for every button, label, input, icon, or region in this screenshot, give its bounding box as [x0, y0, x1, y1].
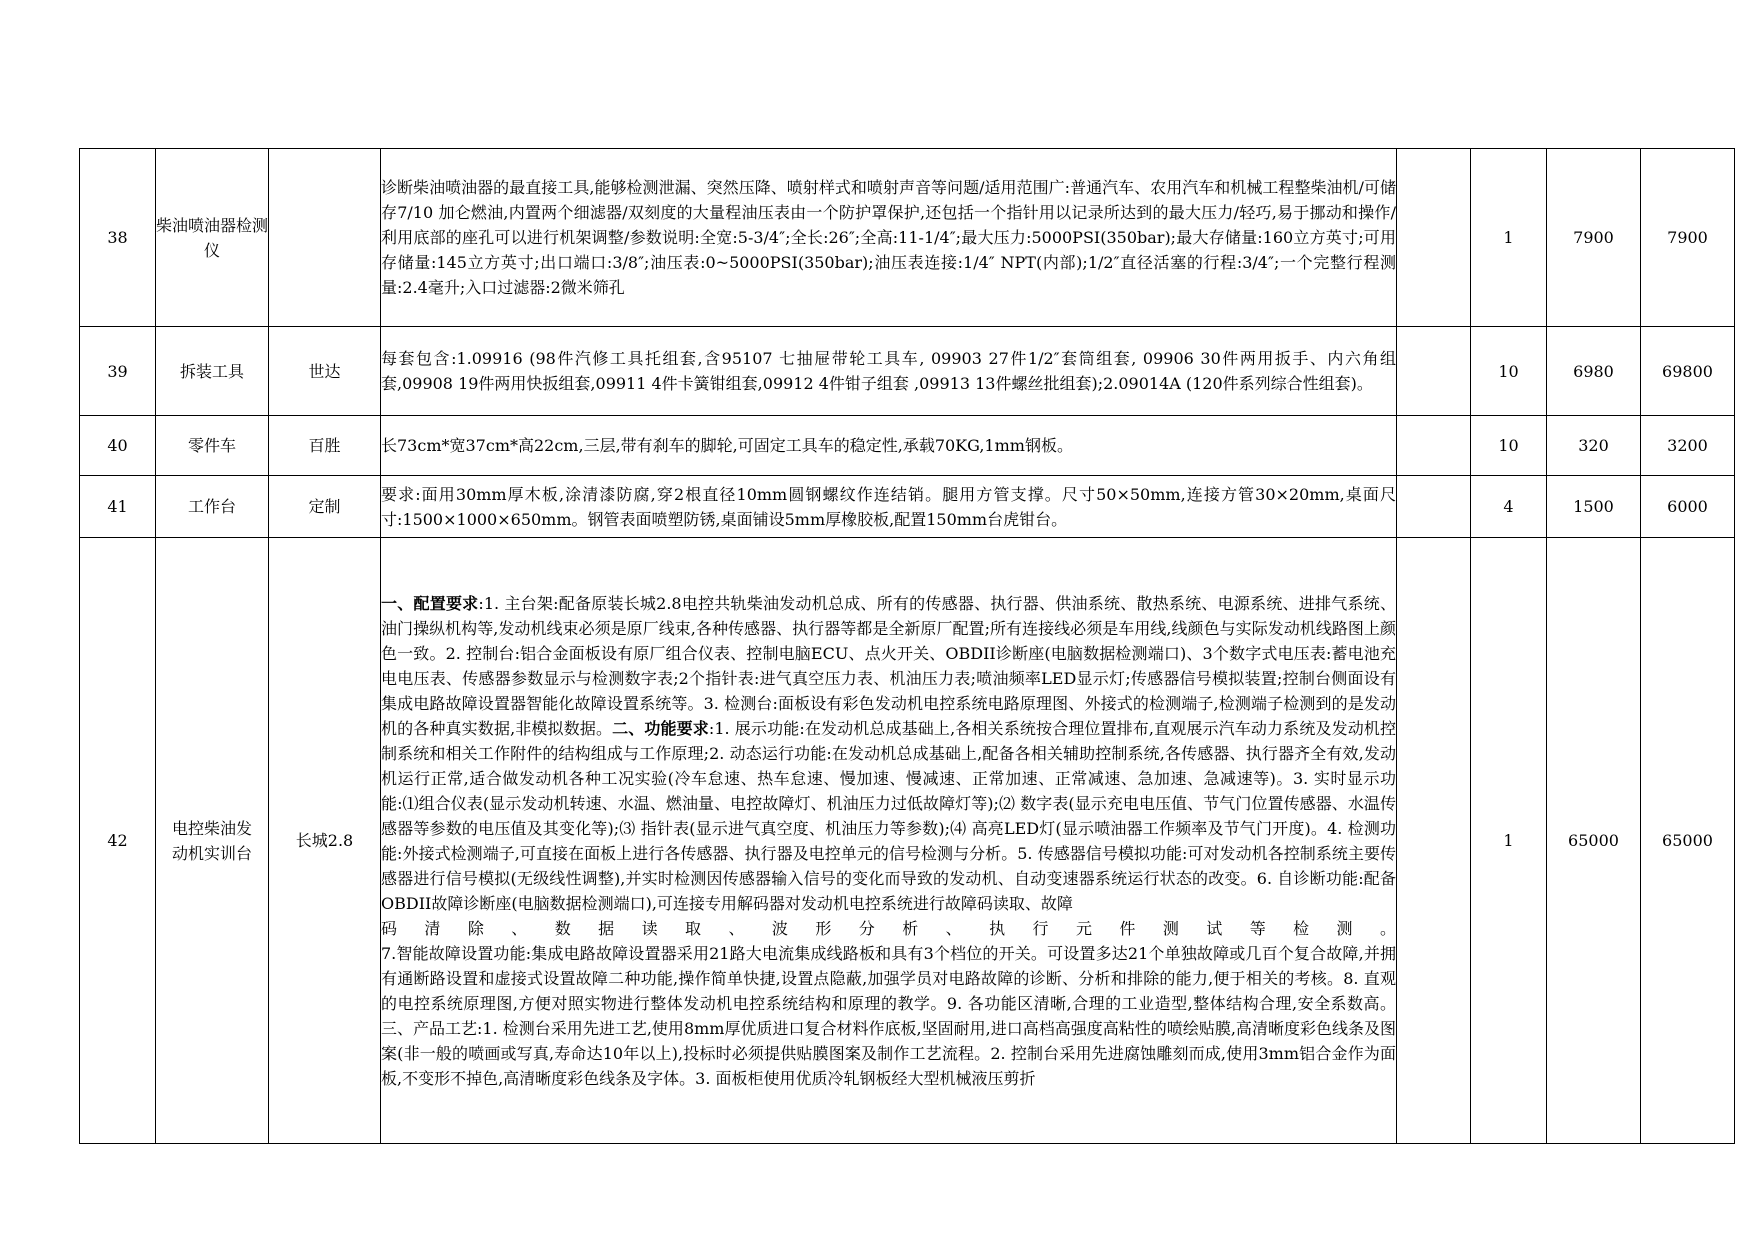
item-quantity: 10 [1471, 416, 1547, 476]
table-row [80, 327, 1735, 416]
item-description [381, 538, 1397, 1144]
section-heading-function: 二、功能要求 [612, 718, 709, 738]
table-row [80, 416, 1735, 476]
item-quantity: 4 [1471, 476, 1547, 538]
item-description: 长73cm*宽37cm*高22cm,三层,带有刹车的脚轮,可固定工具车的稳定性,承载70KG,1mm钢板。 [381, 416, 1397, 476]
item-quantity: 10 [1471, 327, 1547, 416]
item-number: 42 [80, 538, 156, 1144]
equipment-table [79, 148, 1735, 1144]
item-brand: 百胜 [269, 416, 381, 476]
item-blank [1397, 476, 1471, 538]
item-total: 3200 [1641, 416, 1735, 476]
item-name: 电控柴油发动机实训台 [156, 538, 269, 1144]
item-description: 诊断柴油喷油器的最直接工具,能够检测泄漏、突然压降、喷射样式和喷射声音等问题/适用范围广:普通汽车、农用汽车和机械工程整柴油机/可储存7/10 加仑燃油,内置两个细滤器/双刻度的大量程油压表由一个防护罩保护,还包括一个指针用以记录所达到的最大压力/轻巧,易于挪动和操作/利用底部的座孔可以进行机架调整/参数说明:全宽:5-3/4″;全长:26″;全高:11-1/4″;最大压力:5000PSI(350bar);最大存储量:160立方英寸;可用存储量:145立方英寸;出口端口:3/8″;油压表:0~5000PSI(350bar);油压表连接:1/4″ NPT(内部);1/2″直径活塞的行程:3/4″;一个完整行程测量:2.4毫升;入口过滤器:2微米筛孔 [381, 149, 1397, 327]
item-total: 65000 [1641, 538, 1735, 1144]
item-brand: 定制 [269, 476, 381, 538]
item-quantity: 1 [1471, 149, 1547, 327]
item-number: 39 [80, 327, 156, 416]
item-name: 零件车 [156, 416, 269, 476]
item-unit-price: 6980 [1547, 327, 1641, 416]
desc-spread-line: 码 清 除 、 数 据 读 取 、 波 形 分 析 、 执 行 元 件 测 试 等 检 测 。 [381, 918, 1396, 938]
item-blank [1397, 416, 1471, 476]
item-unit-price: 65000 [1547, 538, 1641, 1144]
desc-paragraph-process: 7.智能故障设置功能:集成电路故障设置器采用21路大电流集成线路板和具有3个档位的开关。可设置多达21个单独故障或几百个复合故障,并拥有通断路设置和虚接式设置故障二种功能,操作简单快捷,设置点隐蔽,加强学员对电路故障的诊断、分析和排除的能力,便于相关的考核。8. 直观的电控系统原理图,方便对照实物进行整体发动机电控系统结构和原理的教学。9. 各功能区清晰,合理的工业造型,整体结构合理,安全系数高。三、产品工艺:1. 检测台采用先进工艺,使用8mm厚优质进口复合材料作底板,坚固耐用,进口高档高强度高粘性的喷绘贴膜,高清晰度彩色线条及图案(非一般的喷画或写真,寿命达10年以上),投标时必须提供贴膜图案及制作工艺流程。2. 控制台采用先进腐蚀雕刻而成,使用3mm铝合金作为面板,不变形不掉色,高清晰度彩色线条及字体。3. 面板柜使用优质冷轧钢板经大型机械液压剪折 [381, 943, 1396, 1088]
item-name: 工作台 [156, 476, 269, 538]
item-name: 柴油喷油器检测仪 [156, 149, 269, 327]
item-description: 每套包含:1.09916 (98件汽修工具托组套,含95107 七抽屉带轮工具车, 09903 27件1/2″套筒组套, 09906 30件两用扳手、内六角组套,09908 19件两用快扳组套,09911 4件卡簧钳组套,09912 4件钳子组套 ,09913 13件螺丝批组套);2.09014A (120件系列综合性组套)。 [381, 327, 1397, 416]
item-unit-price: 1500 [1547, 476, 1641, 538]
desc-paragraph-function: :1. 展示功能:在发动机总成基础上,各相关系统按合理位置排布,直观展示汽车动力系统及发动机控制系统和相关工作附件的结构组成与工作原理;2. 动态运行功能:在发动机总成基础上,配备各相关辅助控制系统,各传感器、执行器齐全有效,发动机运行正常,适合做发动机各种工况实验(冷车怠速、热车怠速、慢加速、慢减速、正常加速、正常减速、急加速、急减速等)。3. 实时显示功能:⑴组合仪表(显示发动机转速、水温、燃油量、电控故障灯、机油压力过低故障灯等);⑵ 数字表(显示充电电压值、节气门位置传感器、水温传感器等参数的电压值及其变化等);⑶ 指针表(显示进气真空度、机油压力等参数);⑷ 高亮LED灯(显示喷油器工作频率及节气门开度)。4. 检测功能:外接式检测端子,可直接在面板上进行各传感器、执行器及电控单元的信号检测与分析。5. 传感器信号模拟功能:可对发动机各控制系统主要传感器进行信号模拟(无级线性调整),并实时检测因传感器输入信号的变化而导致的发动机、自动变速器系统运行状态的改变。6. 自诊断功能:配备OBDII故障诊断座(电脑数据检测端口),可连接专用解码器对发动机电控系统进行故障码读取、故障 [381, 718, 1396, 913]
item-unit-price: 7900 [1547, 149, 1641, 327]
item-unit-price: 320 [1547, 416, 1641, 476]
item-blank [1397, 327, 1471, 416]
item-number: 40 [80, 416, 156, 476]
item-blank [1397, 538, 1471, 1144]
item-brand: 长城2.8 [269, 538, 381, 1144]
section-heading-config: 一、配置要求 [381, 593, 479, 613]
table-row [80, 538, 1735, 1144]
item-brand: 世达 [269, 327, 381, 416]
item-total: 7900 [1641, 149, 1735, 327]
item-number: 41 [80, 476, 156, 538]
item-number: 38 [80, 149, 156, 327]
table-row [80, 476, 1735, 538]
item-description: 要求:面用30mm厚木板,涂清漆防腐,穿2根直径10mm圆钢螺纹作连结销。腿用方管支撑。尺寸50×50mm,连接方管30×20mm,桌面尺寸:1500×1000×650mm。钢管表面喷塑防锈,桌面铺设5mm厚橡胶板,配置150mm台虎钳台。 [381, 476, 1397, 538]
item-total: 69800 [1641, 327, 1735, 416]
item-quantity: 1 [1471, 538, 1547, 1144]
item-total: 6000 [1641, 476, 1735, 538]
item-brand [269, 149, 381, 327]
item-name: 拆装工具 [156, 327, 269, 416]
desc-paragraph-config: :1. 主台架:配备原装长城2.8电控共轨柴油发动机总成、所有的传感器、执行器、供油系统、散热系统、电源系统、进排气系统、油门操纵机构等,发动机线束必须是原厂线束,各种传感器、执行器等都是全新原厂配置;所有连接线必须是车用线,线颜色与实际发动机线路图上颜色一致。2. 控制台:铝合金面板设有原厂组合仪表、控制电脑ECU、点火开关、OBDII诊断座(电脑数据检测端口)、3个数字式电压表:蓄电池充电电压表、传感器参数显示与检测数字表;2个指针表:进气真空压力表、机油压力表;喷油频率LED显示灯;传感器信号模拟装置;控制台侧面设有集成电路故障设置器智能化故障设置系统等。3. 检测台:面板设有彩色发动机电控系统电路原理图、外接式的检测端子,检测端子检测到的是发动机的各种真实数据,非模拟数据。 [381, 593, 1396, 738]
table-row [80, 149, 1735, 327]
item-blank [1397, 149, 1471, 327]
